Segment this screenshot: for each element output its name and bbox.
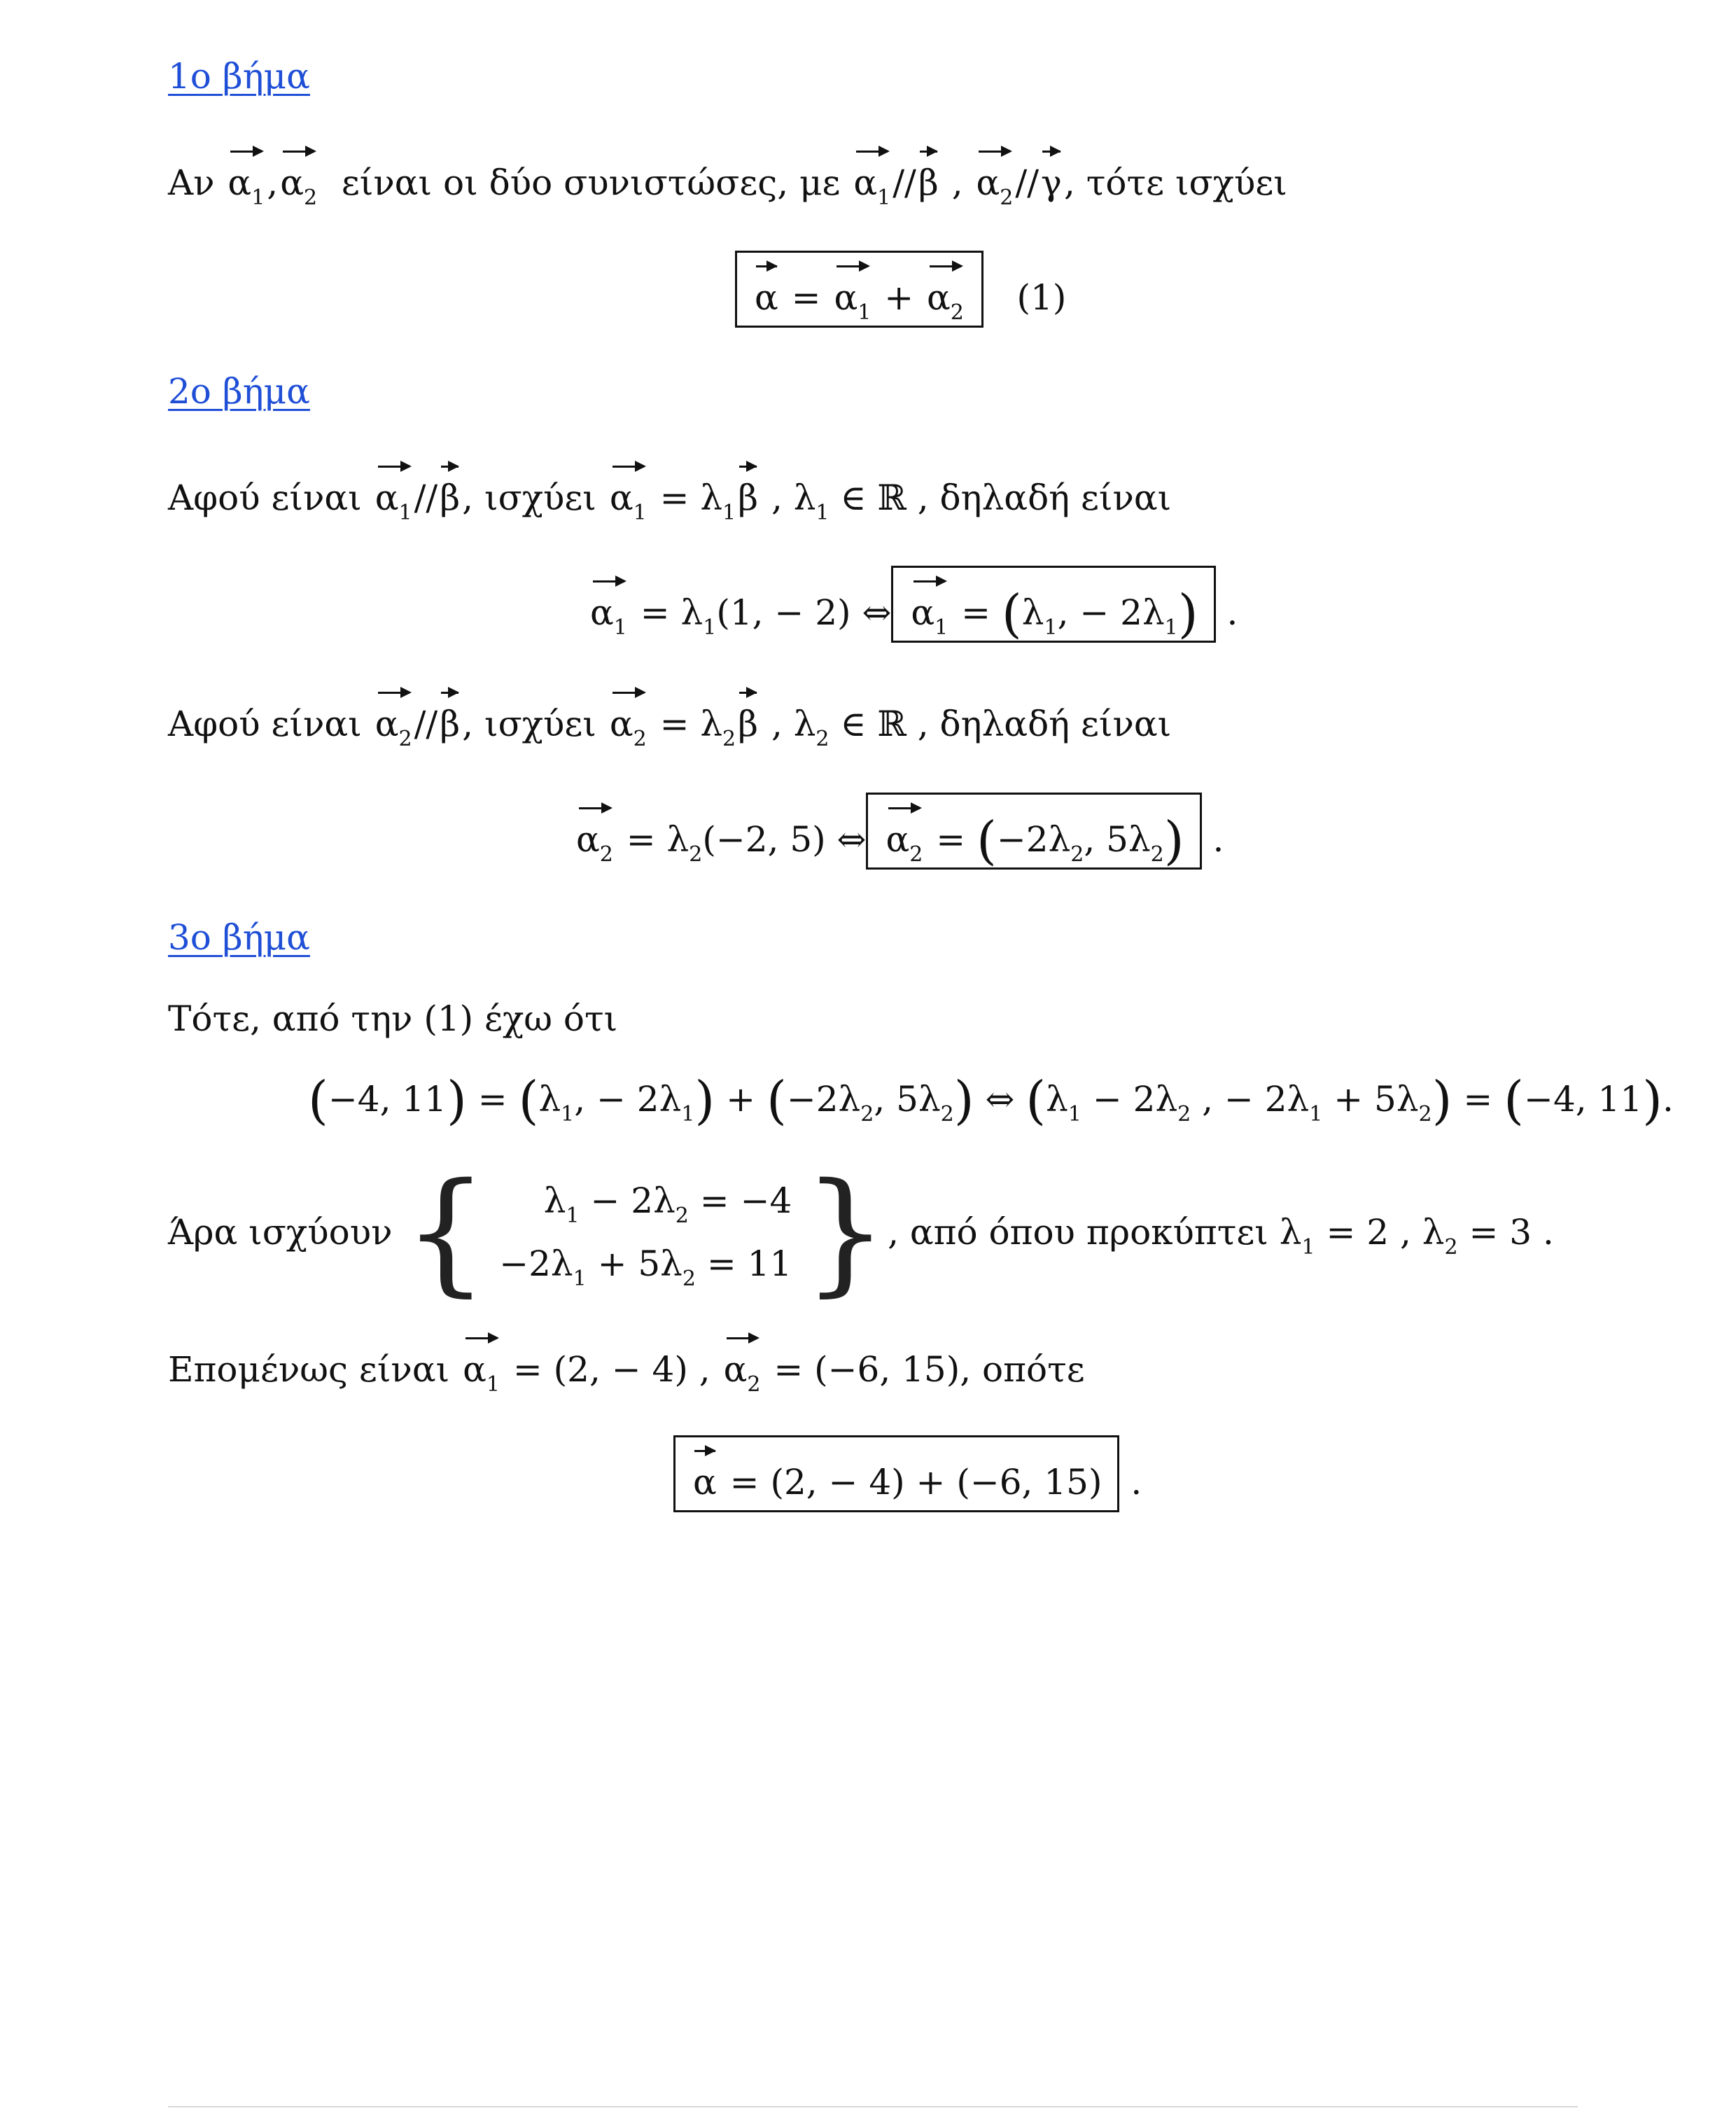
left-brace: { — [403, 1155, 489, 1309]
step3-system: Άρα ισχύουν { $\lambda_1 - 2\lambda_2 = -4$ $-2\lambda_1 + 5\lambda_2 = 11$ }, από όπου προκύπτει $\lambda_1 = 2$ , $\lambda_2 = 3$ . — [168, 1155, 1554, 1309]
equation-label: (1) — [1016, 277, 1067, 318]
text-an: Αν — [168, 162, 215, 203]
boxed-final: α = (2, − 4) + (−6, 15) — [673, 1435, 1119, 1512]
boxed-equation-1: $\alpha = \alpha_1 + \alpha_2$ — [735, 251, 983, 328]
text-then-holds: , τότε ισχύει — [1063, 162, 1287, 203]
boxed-a1: $\alpha_1 = (\lambda_1$, − $2\lambda_1$) — [891, 566, 1215, 643]
step3-therefore: Επομένως είναι $\alpha_1 = (2$, − 4) , $\alpha_2 = (-6$, 15), οπότε — [168, 1330, 1085, 1390]
step2-line-b: Αφού είναι $\alpha_2//\beta$, ισχύει $\alpha_2 = \lambda_2\beta$ , $\lambda_2$ ∈ ℝ , δηλαδή είναι — [168, 685, 1171, 745]
equation-a1: $\alpha_1 = \lambda_1(1$, − 2) ⇔ $\alpha_1 = (\lambda_1$, − $2\lambda_1$) . — [588, 566, 1238, 643]
boxed-a2: $\alpha_2 = (-2\lambda_2$, $5\lambda_2$) — [866, 793, 1201, 870]
equation-1 — [735, 251, 1066, 328]
step3-intro: Τότε, από την (1) έχω ότι — [168, 998, 618, 1039]
page-footer-rule — [168, 2106, 1578, 2107]
linear-system: $\lambda_1 - 2\lambda_2 = -4$ $-2\lambda_1 + 5\lambda_2 = 11$ — [499, 1180, 792, 1291]
step2-heading[interactable]: 2ο βήμα — [168, 371, 310, 412]
step1-statement: Αν $\alpha_1,\alpha_2$ είναι οι δύο συνιστώσες, με $\alpha_1//\beta$ , $\alpha_2//\gamma$, τότε ισχύει — [168, 144, 1287, 204]
equation-sum: (−4, $11) = (\lambda_1$, − $2\lambda_1) + (-2\lambda_2$, $5\lambda_2$) ⇔ ($\lambda_1 - 2\lambda_2$ , − $2\lambda_1 + 5\lambda_2) = (-4$, 11). — [308, 1071, 1674, 1131]
step2-line-a: Αφού είναι $\alpha_1//\beta$, ισχύει $\alpha_1 = \lambda_1\beta$ , $\lambda_1$ ∈ ℝ , δηλαδή είναι — [168, 459, 1171, 519]
text-components: είναι οι δύο συνιστώσες, με — [341, 162, 841, 203]
equation-a2: $\alpha_2 = \lambda_2(-2$, 5) ⇔ $\alpha_2 = (-2\lambda_2$, $5\lambda_2$) . — [574, 793, 1224, 870]
right-brace: } — [803, 1155, 888, 1309]
step3-heading[interactable]: 3ο βήμα — [168, 917, 310, 958]
final-equation: α = (2, − 4) + (−6, 15) . — [673, 1435, 1142, 1512]
step1-heading[interactable]: 1ο βήμα — [168, 56, 310, 97]
